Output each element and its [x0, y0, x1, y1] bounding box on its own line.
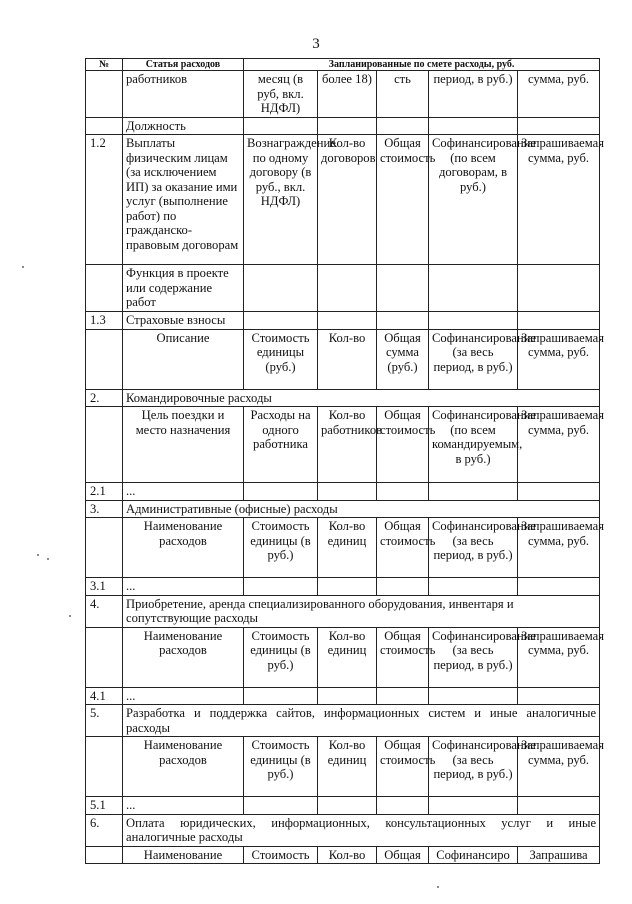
column-header-cell: Кол-во — [318, 329, 377, 389]
description-header: Наименование — [123, 846, 244, 864]
description-header: Наименование расходов — [123, 518, 244, 578]
column-header-cell: Кол-во работников — [318, 407, 377, 483]
column-header-cell: Общая сумма (руб.) — [377, 329, 429, 389]
header-number: № — [86, 59, 123, 71]
table-row — [86, 117, 600, 135]
cont-cell: месяц (в руб, вкл. НДФЛ) — [244, 71, 318, 118]
column-header-cell: Софинансирование (за весь период, в руб.) — [429, 518, 518, 578]
section-row — [86, 500, 600, 518]
column-header-cell: Запрашиваемая сумма, руб. — [518, 407, 600, 483]
cont-cell: более 18) — [318, 71, 377, 118]
column-header-cell: Кол-во — [318, 846, 377, 864]
table-row — [86, 797, 600, 815]
section-title-line: расходы — [126, 720, 170, 735]
column-header-cell: Общая — [377, 846, 429, 864]
column-header-cell: Стоимость единицы (руб.) — [244, 329, 318, 389]
scan-speck — [69, 615, 71, 617]
row-number: 2.1 — [86, 483, 123, 501]
section-title — [123, 705, 600, 737]
table-row — [86, 407, 600, 483]
column-header-cell: Запрашиваемая сумма, руб. — [518, 737, 600, 797]
column-header-cell: Кол-во единиц — [318, 737, 377, 797]
budget-table — [85, 58, 605, 864]
description-header: Цель поездки и место назначения — [123, 407, 244, 483]
scan-speck — [22, 266, 24, 268]
ellipsis: ... — [123, 578, 244, 596]
position-label: Должность — [123, 117, 244, 135]
section-number: 4. — [86, 595, 123, 627]
column-header-cell: Софинансиро — [429, 846, 518, 864]
row-number: 1.2 — [86, 135, 123, 265]
ellipsis: ... — [123, 687, 244, 705]
column-header-cell: Общая стоимость — [377, 407, 429, 483]
row-number: 1.3 — [86, 312, 123, 330]
section-row — [86, 312, 600, 330]
table-row — [86, 71, 600, 118]
column-header-cell: Запрашиваемая сумма, руб. — [518, 627, 600, 687]
table-row — [86, 135, 600, 265]
section-row — [86, 705, 600, 737]
column-header-cell: Стоимость — [244, 846, 318, 864]
column-header-cell: Общая стоимость — [377, 627, 429, 687]
table-row — [86, 627, 600, 687]
row-number: 3.1 — [86, 578, 123, 596]
column-header-cell: Общая стоимость — [377, 518, 429, 578]
table-row — [86, 578, 600, 596]
section-number: 3. — [86, 500, 123, 518]
section-title: Административные (офисные) расходы — [123, 500, 600, 518]
column-header-cell: Запрашиваемая сумма, руб. — [518, 329, 600, 389]
column-header-cell: Софинансирование (за весь период, в руб.) — [429, 329, 518, 389]
cont-cell: период, в руб.) — [429, 71, 518, 118]
ellipsis: ... — [123, 483, 244, 501]
header-planned: Запланированные по смете расходы, руб. — [244, 59, 600, 71]
table-row — [86, 483, 600, 501]
column-header-cell: Софинансирование (за весь период, в руб.) — [429, 627, 518, 687]
column-header-cell: Общая стоимость — [377, 737, 429, 797]
column-header-cell: Запрашиваемая сумма, руб. — [518, 518, 600, 578]
section-title-line: Оплата юридических, информационных, консультационных услуг и иные — [126, 815, 597, 830]
scan-speck — [437, 886, 439, 888]
table-row — [86, 846, 600, 864]
column-header-cell: Стоимость единицы (в руб.) — [244, 518, 318, 578]
header-expense-item: Статья расходов — [123, 59, 244, 71]
scan-speck — [47, 558, 49, 560]
column-header-cell: Вознаграждение по одному договору (в руб., вкл. НДФЛ) — [244, 135, 318, 265]
column-header-cell: Софинансирование (по всем командируемым, в руб.) — [429, 407, 518, 483]
section-number: 2. — [86, 389, 123, 407]
ellipsis: ... — [123, 797, 244, 815]
column-header-cell: Запрашиваемая сумма, руб. — [518, 135, 600, 265]
column-header-cell: Софинансирование (по всем договорам, в руб.) — [429, 135, 518, 265]
section-title-line: аналогичные расходы — [126, 830, 243, 844]
description-header: Наименование расходов — [123, 627, 244, 687]
description-header: Наименование расходов — [123, 737, 244, 797]
section-title — [123, 814, 600, 846]
section-row — [86, 814, 600, 846]
description-header: Описание — [123, 329, 244, 389]
section-number: 6. — [86, 814, 123, 846]
section-title: Командировочные расходы — [123, 389, 600, 407]
cont-label: работников — [123, 71, 244, 118]
table-header — [86, 59, 600, 71]
column-header-cell: Стоимость единицы (в руб.) — [244, 737, 318, 797]
table-row — [86, 265, 600, 312]
section-row — [86, 595, 600, 627]
column-header-cell: Кол-во единиц — [318, 627, 377, 687]
section-row — [86, 389, 600, 407]
column-header-cell: Запрашива — [518, 846, 600, 864]
cont-cell: сумма, руб. — [518, 71, 600, 118]
table-row — [86, 518, 600, 578]
row-label: Выплаты физическим лицам (за исключением ИП) за оказание ими услуг (выполнение работ) по гражданско-правовым договорам — [123, 135, 244, 265]
row-number: 4.1 — [86, 687, 123, 705]
table-row — [86, 687, 600, 705]
cont-cell: сть — [377, 71, 429, 118]
table-row — [86, 737, 600, 797]
section-title: Страховые взносы — [123, 312, 244, 330]
section-title: Приобретение, аренда специализированного оборудования, инвентаря и сопутствующие расходы — [123, 595, 600, 627]
column-header-cell: Софинансирование (за весь период, в руб.) — [429, 737, 518, 797]
scan-speck — [37, 554, 39, 556]
row-number: 5.1 — [86, 797, 123, 815]
column-header-cell: Общая стоимость — [377, 135, 429, 265]
column-header-cell: Кол-во единиц — [318, 518, 377, 578]
table-row — [86, 329, 600, 389]
page-number: 3 — [312, 36, 320, 52]
function-label: Функция в проекте или содержание работ — [123, 265, 244, 312]
section-number: 5. — [86, 705, 123, 737]
column-header-cell: Стоимость единицы (в руб.) — [244, 627, 318, 687]
column-header-cell: Кол-во договоров — [318, 135, 377, 265]
column-header-cell: Расходы на одного работника — [244, 407, 318, 483]
section-title-line: Разработка и поддержка сайтов, информационных систем и иные аналогичные — [126, 706, 597, 720]
